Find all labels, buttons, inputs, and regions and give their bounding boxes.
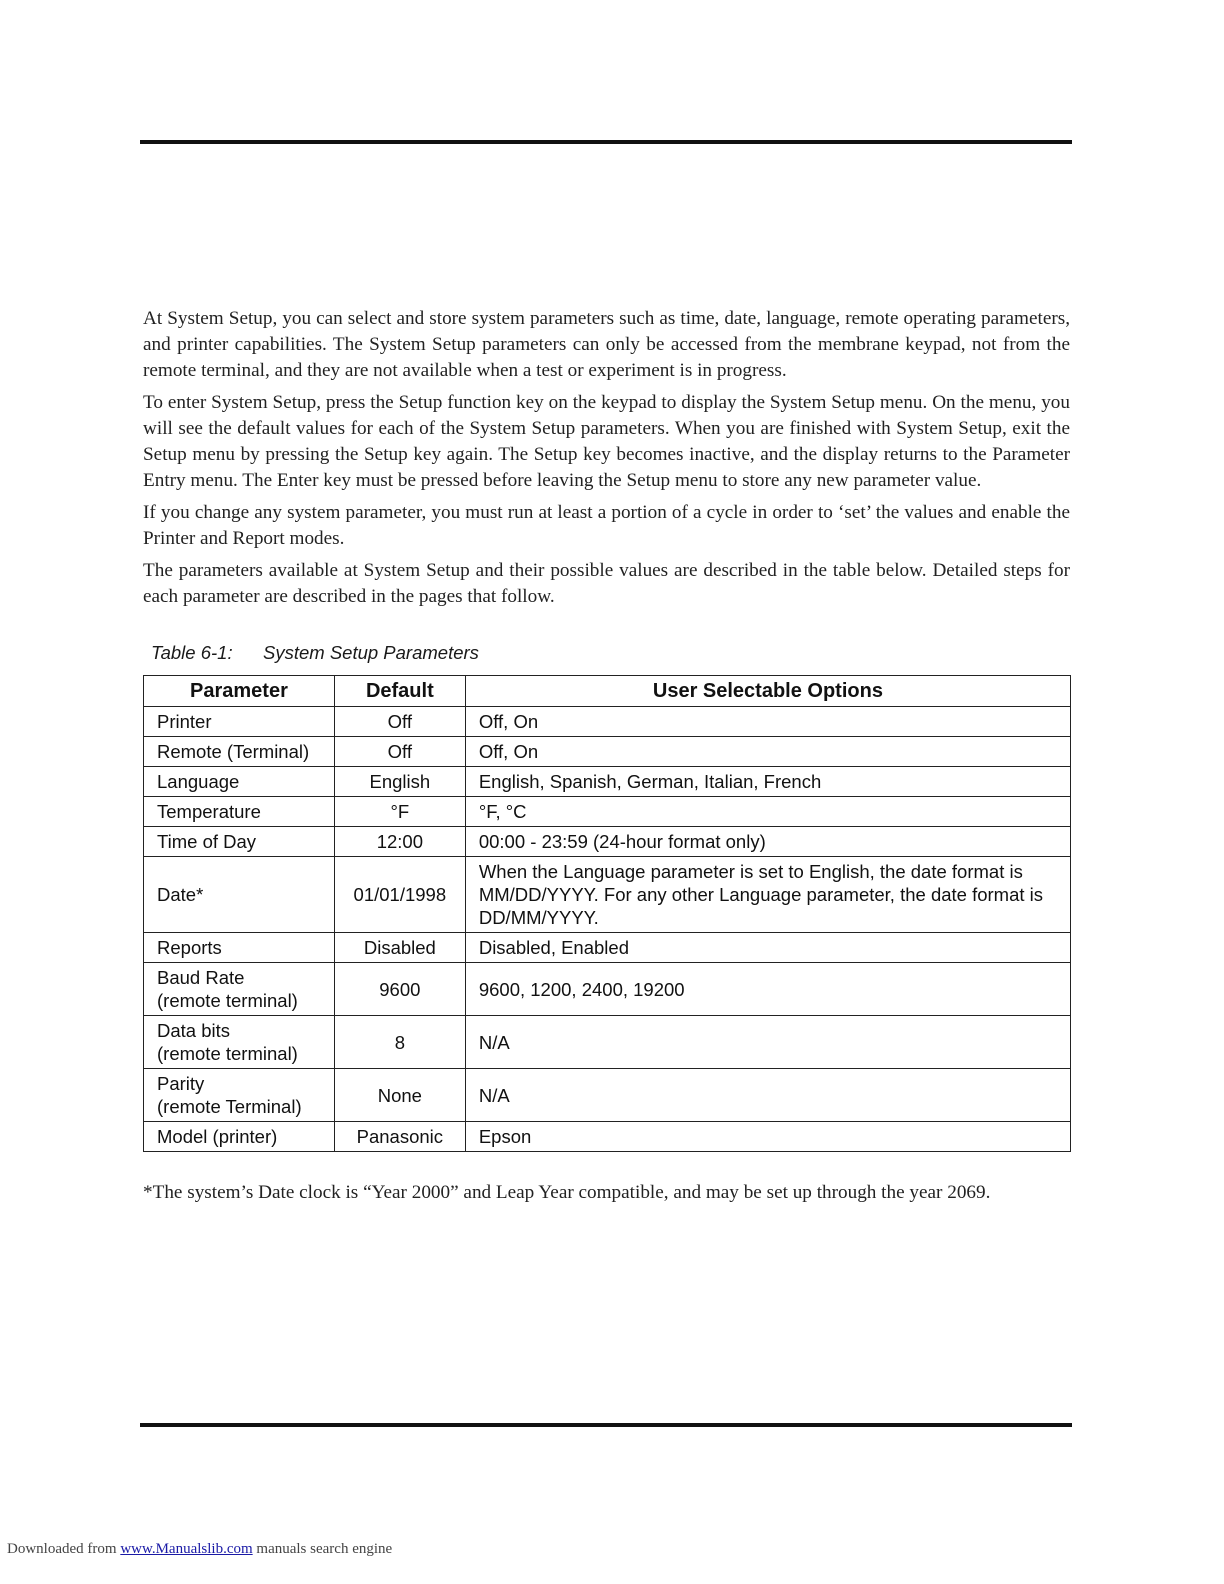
table-row: [144, 1069, 1071, 1122]
table-row: [144, 933, 1071, 963]
param-qualifier: (remote terminal): [157, 990, 298, 1011]
options-cell: N/A: [465, 1016, 1070, 1069]
table-row: [144, 827, 1071, 857]
table-row: [144, 857, 1071, 933]
param-name: Data bits: [157, 1020, 231, 1041]
param-cell: Reports: [144, 933, 335, 963]
default-cell: 01/01/1998: [334, 857, 465, 933]
param-cell: Temperature: [144, 797, 335, 827]
param-cell: Model (printer): [144, 1122, 335, 1152]
date-footnote: *The system’s Date clock is “Year 2000” and Leap Year compatible, and may be set up through the year 2069.: [143, 1182, 991, 1203]
param-cell: [144, 963, 335, 1016]
options-cell: Off, On: [465, 707, 1070, 737]
paragraph-intro: At System Setup, you can select and store system parameters such as time, date, language, remote operating parameters, and printer capabilities. The System Setup parameters can only be accessed from the membrane keypad, not from the remote terminal, and they are not available when a test or experiment is in progress.: [143, 308, 1070, 381]
source-suffix: manuals search engine: [256, 1541, 393, 1557]
default-cell: 12:00: [334, 827, 465, 857]
header-parameter: Parameter: [144, 676, 335, 707]
param-cell: [144, 1016, 335, 1069]
options-cell: 9600, 1200, 2400, 19200: [465, 963, 1070, 1016]
param-name: Parity: [157, 1073, 205, 1094]
default-cell: Panasonic: [334, 1122, 465, 1152]
table-caption-title: System Setup Parameters: [263, 642, 479, 663]
body-text: [143, 306, 1070, 616]
paragraph-change-parameter: If you change any system parameter, you must run at least a portion of a cycle in order to ‘set’ the values and enable the Printer and Report modes.: [143, 502, 1070, 549]
options-cell: N/A: [465, 1069, 1070, 1122]
table-row: [144, 797, 1071, 827]
header-default: Default: [334, 676, 465, 707]
param-qualifier: (remote terminal): [157, 1043, 298, 1064]
options-cell: When the Language parameter is set to English, the date format is MM/DD/YYYY. For any other Language parameter, the date format is DD/MM/YYYY.: [465, 857, 1070, 933]
download-source: [7, 1541, 392, 1558]
header-options: User Selectable Options: [465, 676, 1070, 707]
table-row: [144, 1122, 1071, 1152]
param-qualifier: (remote Terminal): [157, 1096, 302, 1117]
table-row: [144, 767, 1071, 797]
header-rule: [140, 140, 1072, 144]
options-cell: English, Spanish, German, Italian, French: [465, 767, 1070, 797]
table-caption-number: Table 6-1:: [151, 642, 233, 663]
default-cell: Disabled: [334, 933, 465, 963]
options-cell: 00:00 - 23:59 (24-hour format only): [465, 827, 1070, 857]
manualslib-link[interactable]: www.Manualslib.com: [120, 1541, 253, 1557]
param-cell: Remote (Terminal): [144, 737, 335, 767]
default-cell: Off: [334, 707, 465, 737]
table-row: [144, 737, 1071, 767]
options-cell: Epson: [465, 1122, 1070, 1152]
param-cell: Date*: [144, 857, 335, 933]
default-cell: None: [334, 1069, 465, 1122]
table-caption: [151, 642, 479, 664]
param-cell: Printer: [144, 707, 335, 737]
paragraph-table-intro: The parameters available at System Setup and their possible values are described in the table below. Detailed steps for each parameter are described in the pages that follow.: [143, 560, 1070, 607]
default-cell: °F: [334, 797, 465, 827]
param-cell: Time of Day: [144, 827, 335, 857]
table-row: [144, 707, 1071, 737]
table-row: [144, 1016, 1071, 1069]
source-prefix: Downloaded from: [7, 1541, 117, 1557]
footer-rule: [140, 1423, 1072, 1427]
paragraph-enter-setup: To enter System Setup, press the Setup function key on the keypad to display the System Setup menu. On the menu, you will see the default values for each of the System Setup parameters. When you are finished with System Setup, exit the Setup menu by pressing the Setup key again. The Setup key becomes inactive, and the display returns to the Parameter Entry menu. The Enter key must be pressed before leaving the Setup menu to store any new parameter value.: [143, 392, 1070, 491]
options-cell: Off, On: [465, 737, 1070, 767]
param-cell: Language: [144, 767, 335, 797]
options-cell: Disabled, Enabled: [465, 933, 1070, 963]
param-name: Baud Rate: [157, 967, 245, 988]
table-row: [144, 963, 1071, 1016]
table-header-row: [144, 676, 1071, 707]
default-cell: 8: [334, 1016, 465, 1069]
default-cell: 9600: [334, 963, 465, 1016]
system-setup-table: [143, 675, 1071, 1152]
param-cell: [144, 1069, 335, 1122]
default-cell: Off: [334, 737, 465, 767]
default-cell: English: [334, 767, 465, 797]
options-cell: °F, °C: [465, 797, 1070, 827]
